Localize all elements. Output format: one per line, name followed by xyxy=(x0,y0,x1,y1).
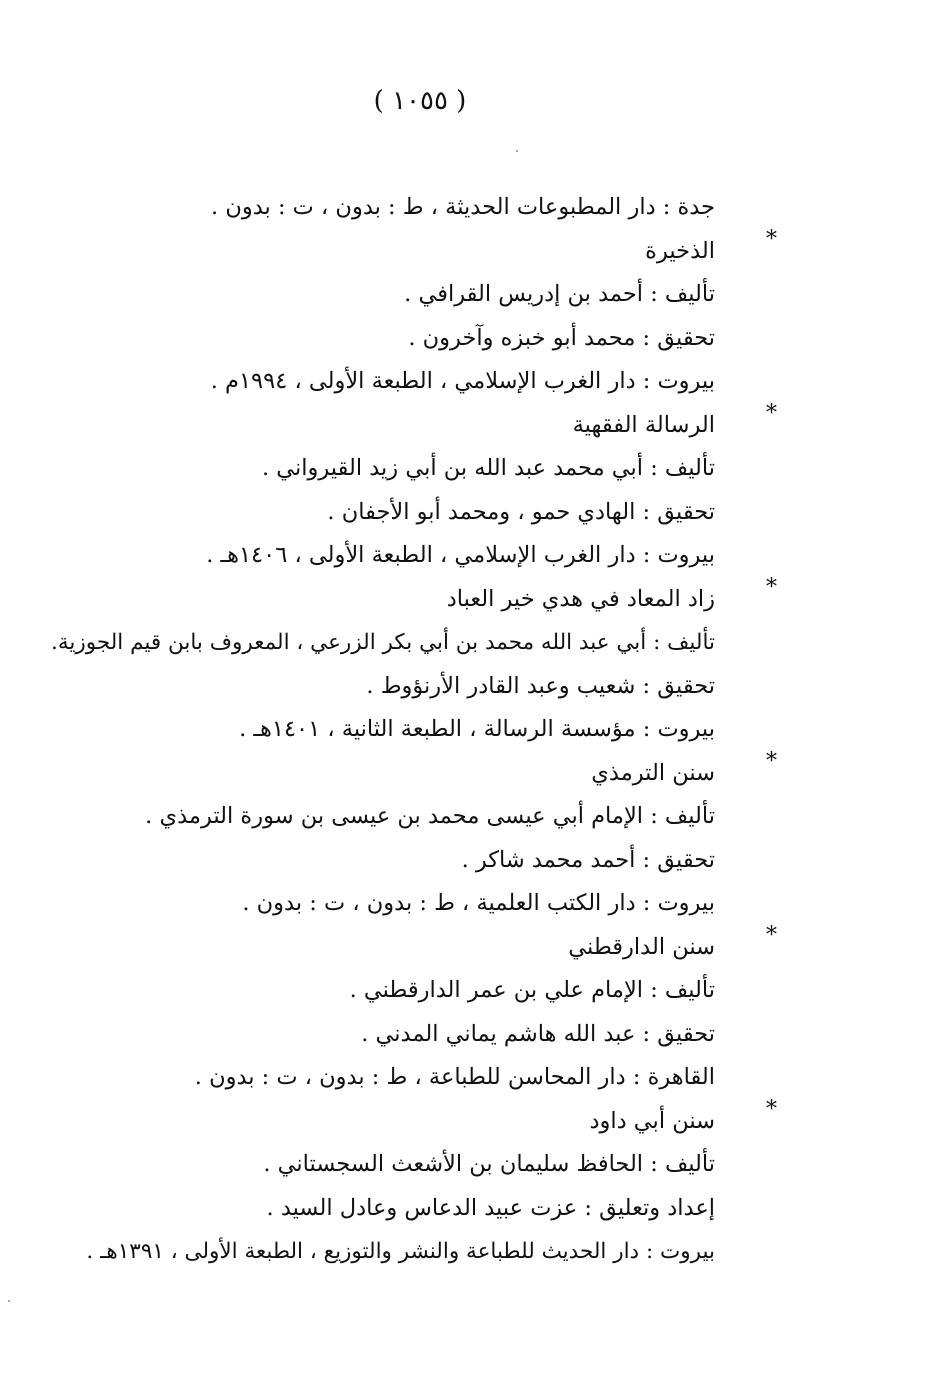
entry-line xyxy=(55,1187,715,1231)
line-text: سنن الترمذي xyxy=(591,759,715,786)
entry-line xyxy=(55,1230,715,1274)
entry-line xyxy=(55,665,715,709)
entry-line xyxy=(55,317,715,361)
line-text: تأليف : أبي محمد عبد الله بن أبي زيد القيرواني . xyxy=(261,455,715,481)
line-text: تحقيق : عبد الله هاشم يماني المدني . xyxy=(361,1020,715,1047)
entry-title xyxy=(55,748,777,796)
entry-bullet: * xyxy=(766,400,777,426)
line-text: إعداد وتعليق : عزت عبيد الدعاس وعادل السيد . xyxy=(266,1194,715,1221)
line-text: القاهرة : دار المحاسن للطباعة ، ط : بدون ، ت : بدون . xyxy=(194,1064,715,1090)
entry-title xyxy=(55,400,777,448)
line-text: بيروت : مؤسسة الرسالة ، الطبعة الثانية ، ١٤٠١هـ . xyxy=(239,716,715,742)
entry-line xyxy=(55,534,715,578)
entry-title xyxy=(55,922,777,970)
entry-title xyxy=(55,574,777,622)
entry-bullet: * xyxy=(766,922,777,948)
line-text: تأليف : أحمد بن إدريس القرافي . xyxy=(404,281,715,307)
line-text: تحقيق : محمد أبو خبزه وآخرون . xyxy=(408,324,715,351)
entry-bullet: * xyxy=(766,574,777,600)
line-text: تحقيق : الهادي حمو ، ومحمد أبو الأجفان . xyxy=(327,498,715,525)
entry-line xyxy=(55,1013,715,1057)
entry-title xyxy=(55,226,777,274)
line-text: زاد المعاد في هدي خير العباد xyxy=(446,585,715,612)
entry-line xyxy=(55,708,715,752)
entry-line xyxy=(55,1143,715,1187)
line-text: جدة : دار المطبوعات الحديثة ، ط : بدون ، ت : بدون . xyxy=(211,194,715,220)
entry-line xyxy=(55,360,715,404)
entry-line xyxy=(55,839,715,883)
line-text: بيروت : دار الحديث للطباعة والنشر والتوزيع ، الطبعة الأولى ، ١٣٩١هـ . xyxy=(86,1239,715,1264)
line-text: بيروت : دار الكتب العلمية ، ط : بدون ، ت : بدون . xyxy=(242,890,715,916)
scan-speck xyxy=(516,150,518,152)
line-text: تحقيق : أحمد محمد شاكر . xyxy=(461,846,715,873)
entry-line xyxy=(55,273,715,317)
line-text: تحقيق : شعيب وعبد القادر الأرنؤوط . xyxy=(366,672,715,699)
entry-bullet: * xyxy=(766,1096,777,1122)
line-text: سنن أبي داود xyxy=(589,1107,715,1134)
entry-bullet: * xyxy=(766,226,777,252)
page-number: ( ١٠٥٥ ) xyxy=(373,86,467,116)
entry-title xyxy=(55,1096,777,1144)
entry-line xyxy=(55,882,715,926)
line-text: تأليف : أبي عبد الله محمد بن أبي بكر الزرعي ، المعروف بابن قيم الجوزية. xyxy=(51,630,715,655)
line-text: الرسالة الفقهية xyxy=(572,411,715,438)
entry-line xyxy=(55,447,715,491)
line-text: بيروت : دار الغرب الإسلامي ، الطبعة الأولى ، ١٩٩٤م . xyxy=(210,368,715,394)
entry-line xyxy=(51,621,715,665)
entry-line xyxy=(55,795,715,839)
line-text: سنن الدارقطني xyxy=(568,933,715,960)
entry-line xyxy=(55,186,715,230)
entry-line xyxy=(55,969,715,1013)
scan-speck xyxy=(8,1300,10,1302)
bibliography-list xyxy=(51,186,777,1274)
line-text: بيروت : دار الغرب الإسلامي ، الطبعة الأولى ، ١٤٠٦هـ . xyxy=(206,542,715,568)
line-text: تأليف : الحافظ سليمان بن الأشعث السجستاني . xyxy=(263,1151,715,1177)
entry-bullet: * xyxy=(766,748,777,774)
line-text: تأليف : الإمام أبي عيسى محمد بن عيسى بن سورة الترمذي . xyxy=(145,803,715,829)
entry-line xyxy=(55,1056,715,1100)
line-text: الذخيرة xyxy=(645,237,715,264)
line-text: تأليف : الإمام علي بن عمر الدارقطني . xyxy=(349,977,715,1003)
entry-line xyxy=(55,491,715,535)
